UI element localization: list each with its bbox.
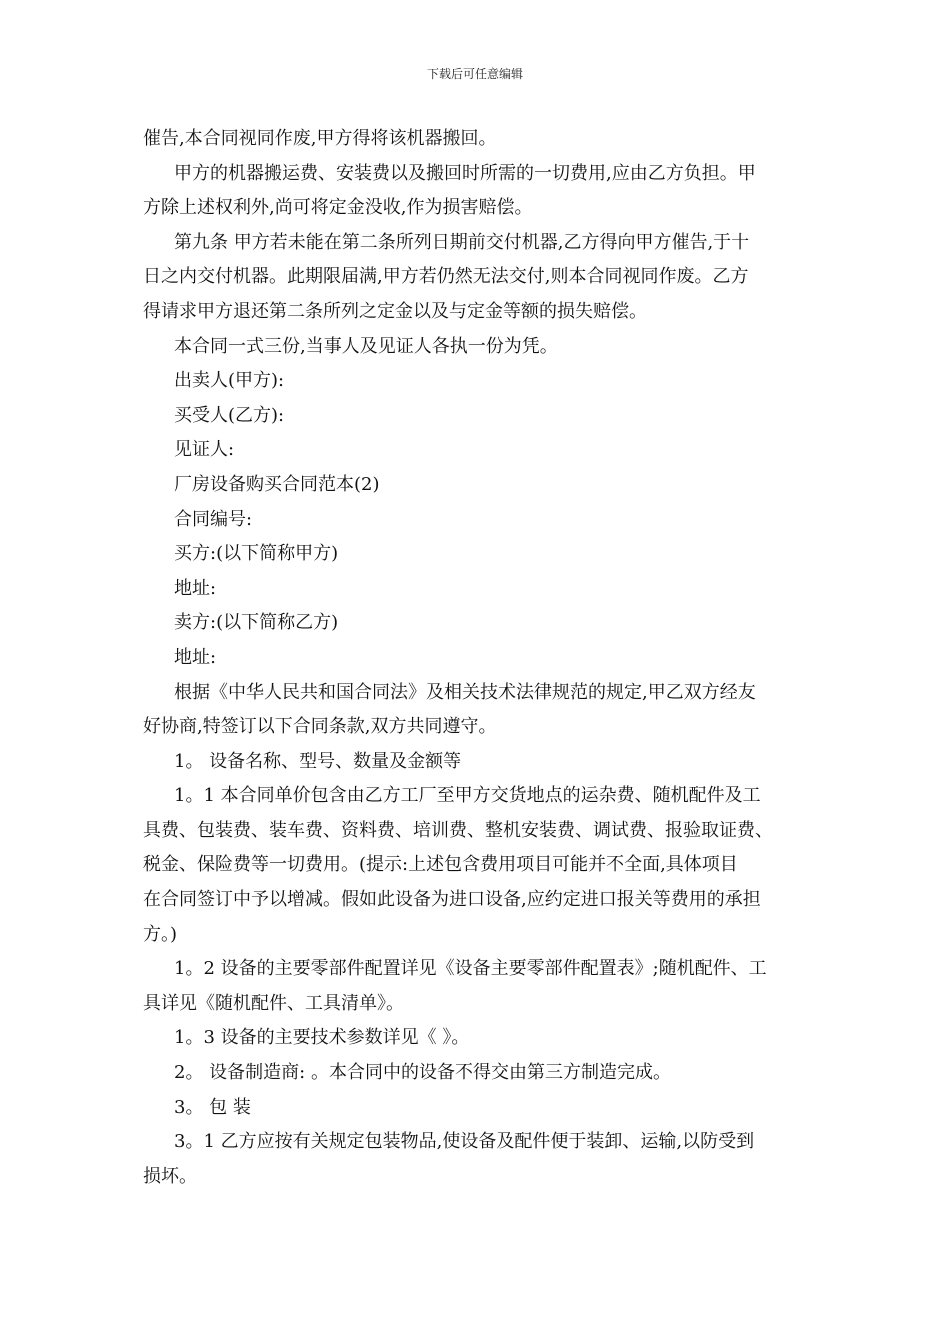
text-line: 好协商,特签订以下合同条款,双方共同遵守。 — [143, 716, 497, 738]
text-line: 1。1 本合同单价包含由乙方工厂至甲方交货地点的运杂费、随机配件及工 — [174, 785, 761, 807]
text-line: 根据《中华人民共和国合同法》及相关技术法律规范的规定,甲乙双方经友 — [174, 681, 756, 703]
text-line: 买受人(乙方): — [174, 404, 285, 426]
text-line: 地址: — [174, 577, 217, 599]
text-line: 损坏。 — [143, 1165, 197, 1187]
page-header: 下载后可任意编辑 — [426, 67, 523, 81]
text-line: 税金、保险费等一切费用。(提示:上述包含费用项目可能并不全面,具体项目 — [143, 854, 738, 876]
text-line: 厂房设备购买合同范本(2) — [174, 473, 380, 495]
text-line: 1。 设备名称、型号、数量及金额等 — [174, 750, 462, 772]
text-line: 得请求甲方退还第二条所列之定金以及与定金等额的损失赔偿。 — [143, 300, 647, 322]
text-line: 合同编号: — [174, 508, 253, 530]
text-line: 2。 设备制造商: 。本合同中的设备不得交由第三方制造完成。 — [174, 1062, 671, 1084]
text-line: 3。1 乙方应按有关规定包装物品,使设备及配件便于装卸、运输,以防受到 — [174, 1131, 755, 1153]
text-line: 在合同签订中予以增减。假如此设备为进口设备,应约定进口报关等费用的承担 — [143, 889, 761, 911]
text-line: 催告,本合同视同作废,甲方得将该机器搬回。 — [143, 128, 497, 149]
text-line: 第九条 甲方若未能在第二条所列日期前交付机器,乙方得向甲方催告,于十 — [174, 231, 750, 253]
text-line: 1。3 设备的主要技术参数详见《 》。 — [174, 1027, 470, 1049]
text-line: 具费、包装费、装车费、资料费、培训费、整机安装费、调试费、报验取证费、 — [143, 819, 773, 841]
text-line: 买方:(以下简称甲方) — [174, 543, 339, 565]
text-line: 地址: — [174, 646, 217, 668]
text-line: 本合同一式三份,当事人及见证人各执一份为凭。 — [174, 335, 558, 357]
text-line: 日之内交付机器。此期限届满,甲方若仍然无法交付,则本合同视同作废。乙方 — [143, 266, 749, 288]
text-line: 具详见《随机配件、工具清单》。 — [143, 992, 404, 1014]
text-line: 1。2 设备的主要零部件配置详见《设备主要零部件配置表》;随机配件、工 — [174, 958, 767, 980]
document-body — [143, 122, 813, 1194]
text-line: 出卖人(甲方): — [174, 370, 285, 392]
text-line: 卖方:(以下简称乙方) — [174, 612, 339, 634]
text-line: 甲方的机器搬运费、安装费以及搬回时所需的一切费用,应由乙方负担。甲 — [174, 162, 756, 184]
text-line: 方。) — [143, 923, 178, 945]
text-line: 3。 包 装 — [174, 1096, 251, 1118]
text-line: 见证人: — [174, 439, 235, 461]
text-line: 方除上述权利外,尚可将定金没收,作为损害赔偿。 — [143, 197, 533, 219]
